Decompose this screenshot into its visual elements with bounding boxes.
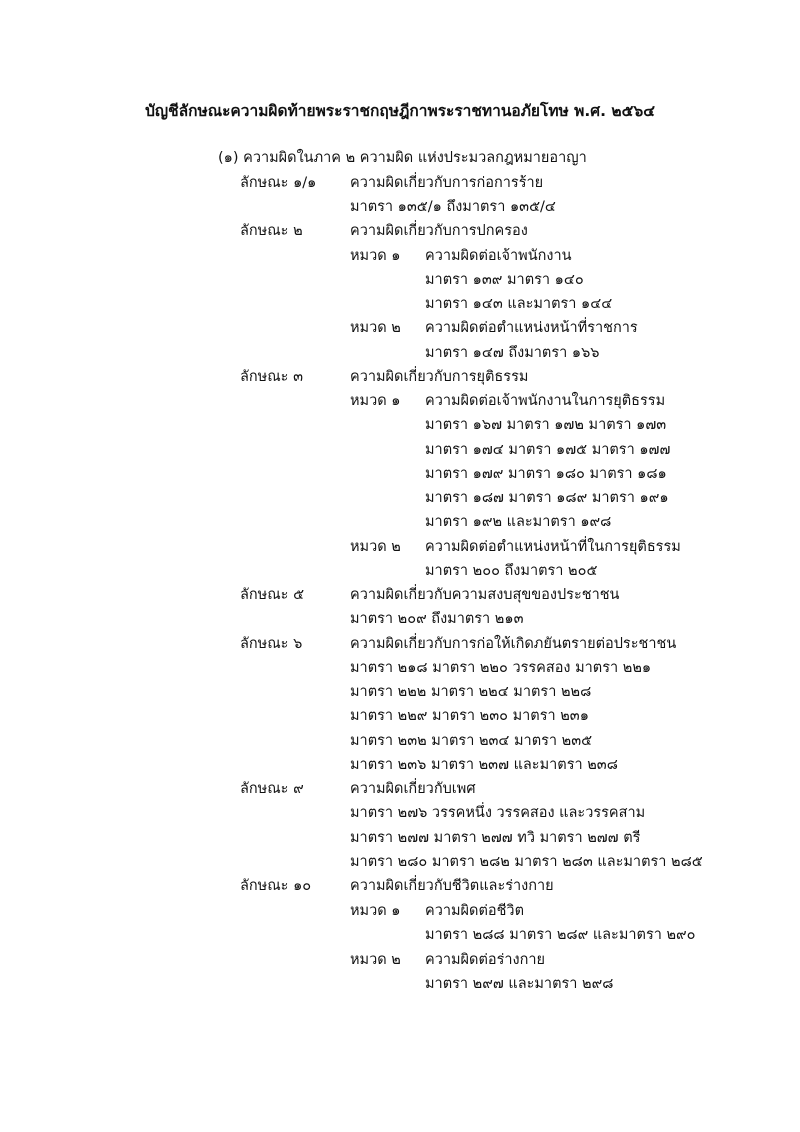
chapter-title: ความผิดเกี่ยวกับเพศ [350,781,476,797]
chapter-title: ความผิดเกี่ยวกับความสงบสุขของประชาชน [350,587,620,603]
section-list: มาตรา ๑๘๗ มาตรา ๑๘๙ มาตรา ๑๙๑ [425,490,669,506]
section-list: มาตรา ๑๓๕/๑ ถึงมาตรา ๑๓๕/๔ [350,199,556,215]
section-list: มาตรา ๒๙๗ และมาตรา ๒๙๘ [425,976,614,992]
part-label: หมวด ๑ [350,248,401,264]
section-list: มาตรา ๒๐๐ ถึงมาตรา ๒๐๕ [425,563,598,579]
chapter-label: ลักษณะ ๒ [240,223,303,239]
chapter-title: ความผิดเกี่ยวกับการก่อการร้าย [350,175,544,191]
section-list: มาตรา ๒๘๐ มาตรา ๒๘๒ มาตรา ๒๘๓ และมาตรา ๒๘๕ [350,854,703,870]
section-list: มาตรา ๒๗๗ มาตรา ๒๗๗ ทวิ มาตรา ๒๗๗ ตรี [350,830,641,846]
chapter-label: ลักษณะ ๑/๑ [240,175,317,191]
section-list: มาตรา ๒๘๘ มาตรา ๒๘๙ และมาตรา ๒๙๐ [425,927,696,943]
section-list: มาตรา ๒๒๙ มาตรา ๒๓๐ มาตรา ๒๓๑ [350,708,589,724]
section-list: มาตรา ๑๔๗ ถึงมาตรา ๑๖๖ [425,345,600,361]
section-list: มาตรา ๒๗๖ วรรคหนึ่ง วรรคสอง และวรรคสาม [350,805,646,821]
section-list: มาตรา ๑๗๔ มาตรา ๑๗๕ มาตรา ๑๗๗ [425,442,671,458]
part-label: หมวด ๑ [350,393,401,409]
section-list: มาตรา ๑๙๒ และมาตรา ๑๙๘ [425,514,612,530]
chapter-title: ความผิดเกี่ยวกับชีวิตและร่างกาย [350,878,554,894]
chapter-label: ลักษณะ ๓ [240,369,303,385]
part-label: หมวด ๑ [350,903,401,919]
section-list: มาตรา ๒๓๖ มาตรา ๒๓๗ และมาตรา ๒๓๘ [350,757,618,773]
document-title: บัญชีลักษณะความผิดท้ายพระราชกฤษฎีกาพระราชทานอภัยโทษ พ.ศ. ๒๕๖๔ [145,102,655,120]
part-title: ความผิดต่อเจ้าพนักงานในการยุติธรรม [425,393,666,409]
chapter-label: ลักษณะ ๖ [240,636,303,652]
part-title: ความผิดต่อชีวิต [425,903,524,919]
part-title: ความผิดต่อตำแหน่งหน้าที่ในการยุติธรรม [425,539,681,555]
section-list: มาตรา ๑๖๗ มาตรา ๑๗๒ มาตรา ๑๗๓ [425,417,667,433]
section-list: มาตรา ๑๗๙ มาตรา ๑๘๐ มาตรา ๑๘๑ [425,466,667,482]
chapter-label: ลักษณะ ๑๐ [240,878,312,894]
part-label: หมวด ๒ [350,539,401,555]
part-label: หมวด ๒ [350,952,401,968]
section-list: มาตรา ๒๐๙ ถึงมาตรา ๒๑๓ [350,611,524,627]
section-list: มาตรา ๑๔๓ และมาตรา ๑๔๔ [425,296,613,312]
section-list: มาตรา ๒๒๒ มาตรา ๒๒๔ มาตรา ๒๒๘ [350,684,592,700]
part-title: ความผิดต่อตำแหน่งหน้าที่ราชการ [425,320,638,336]
chapter-label: ลักษณะ ๙ [240,781,304,797]
chapter-label: ลักษณะ ๕ [240,587,305,603]
chapter-title: ความผิดเกี่ยวกับการปกครอง [350,223,528,239]
section-heading: (๑) ความผิดในภาค ๒ ความผิด แห่งประมวลกฎหมายอาญา [218,150,587,166]
part-title: ความผิดต่อร่างกาย [425,952,546,968]
chapter-title: ความผิดเกี่ยวกับการก่อให้เกิดภยันตรายต่อประชาชน [350,636,677,652]
part-label: หมวด ๒ [350,320,401,336]
chapter-title: ความผิดเกี่ยวกับการยุติธรรม [350,369,529,385]
part-title: ความผิดต่อเจ้าพนักงาน [425,248,572,264]
section-list: มาตรา ๒๑๘ มาตรา ๒๒๐ วรรคสอง มาตรา ๒๒๑ [350,660,652,676]
section-list: มาตรา ๑๓๙ มาตรา ๑๔๐ [425,272,584,288]
section-list: มาตรา ๒๓๒ มาตรา ๒๓๔ มาตรา ๒๓๕ [350,733,593,749]
